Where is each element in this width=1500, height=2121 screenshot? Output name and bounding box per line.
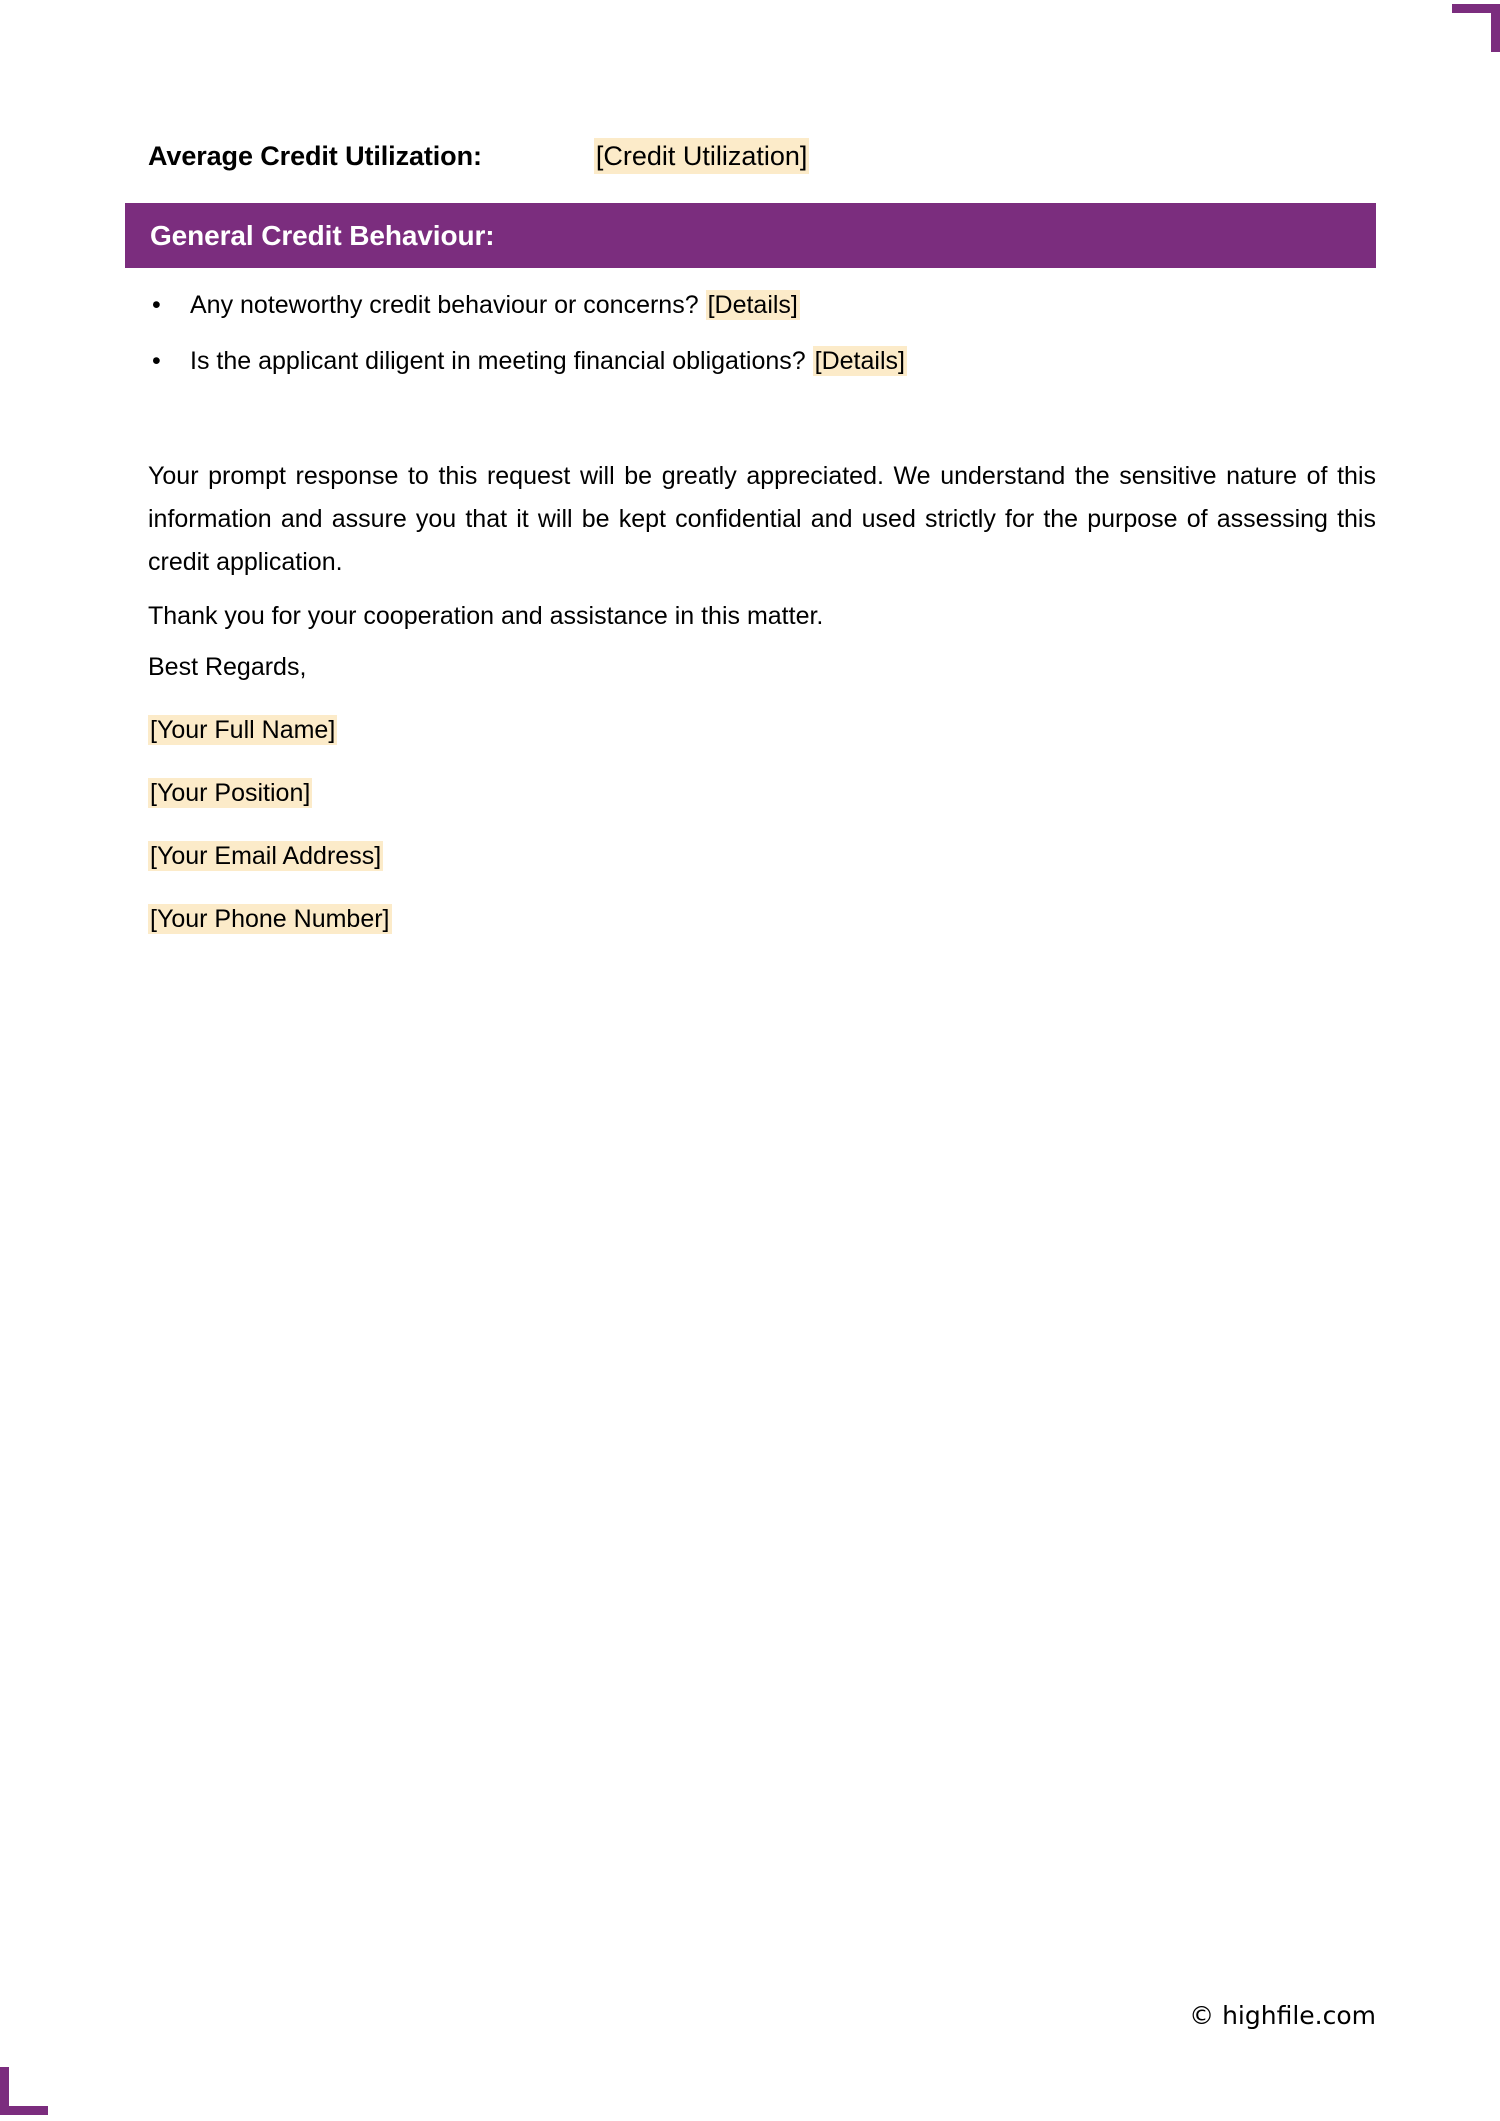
closing-paragraph-thanks: Thank you for your cooperation and assistance in this matter.: [148, 602, 824, 630]
signature-position-placeholder[interactable]: [Your Position]: [150, 779, 311, 807]
bullet-dot-icon: •: [152, 347, 161, 375]
question-text: Any noteworthy credit behaviour or concerns?: [190, 291, 699, 319]
question-text: Is the applicant diligent in meeting financial obligations?: [190, 347, 806, 375]
field-label-average-credit-utilization: Average Credit Utilization:: [148, 141, 482, 171]
field-row-average-credit-utilization: [148, 138, 1376, 174]
question-placeholder[interactable]: [Details]: [814, 347, 905, 375]
signature-full-name-placeholder[interactable]: [Your Full Name]: [150, 716, 336, 744]
footer: [148, 2000, 1376, 2032]
closing-paragraph-confidentiality: Your prompt response to this request will be greatly appreciated. We understand the sensitive nature of this information and assure you that it will be kept confidential and used strictly for the purpose of assessing this credit application.: [148, 462, 1376, 576]
signature-phone-line: [148, 902, 848, 936]
credit-behaviour-question-list: [148, 288, 1376, 400]
footer-copyright: © highfile.com: [1189, 2001, 1376, 2030]
corner-bracket-bottom-left-icon: [0, 2067, 48, 2115]
signature-email-placeholder[interactable]: [Your Email Address]: [150, 842, 382, 870]
field-value-average-credit-utilization[interactable]: [Credit Utilization]: [594, 138, 810, 174]
signature-closing: Best Regards,: [148, 653, 307, 681]
signature-phone-placeholder[interactable]: [Your Phone Number]: [150, 905, 390, 933]
list-item: [148, 344, 1376, 378]
signature-full-name-line: [148, 713, 848, 747]
signature-block: [148, 650, 848, 965]
section-header-general-credit-behaviour: [125, 203, 1376, 268]
list-item: [148, 288, 1376, 322]
question-placeholder[interactable]: [Details]: [707, 291, 798, 319]
bullet-dot-icon: •: [152, 291, 161, 319]
section-header-title: General Credit Behaviour:: [150, 219, 495, 251]
corner-bracket-top-right-icon: [1452, 4, 1500, 52]
signature-position-line: [148, 776, 848, 810]
signature-email-line: [148, 839, 848, 873]
